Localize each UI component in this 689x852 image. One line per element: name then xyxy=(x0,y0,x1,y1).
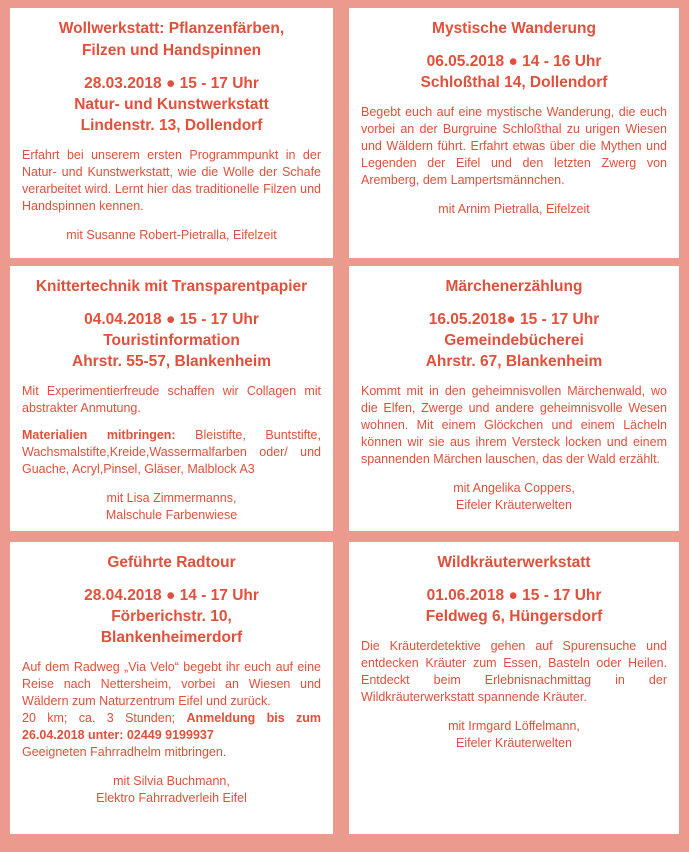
event-host xyxy=(361,718,667,752)
event-host-line: Eifeler Kräuterwelten xyxy=(455,736,573,750)
event-host xyxy=(22,773,321,807)
event-host-line: mit Irmgard Löffelmann, xyxy=(448,719,580,733)
event-title-line: Geführte Radtour xyxy=(107,554,236,571)
event-date: 28.04.2018 ● 14 - 17 Uhr xyxy=(84,587,259,604)
event-host-line: mit Angelika Coppers, xyxy=(453,481,575,495)
event-date-location xyxy=(22,73,321,136)
event-card-maerchenerzaehlung xyxy=(349,266,679,531)
event-venue: Gemeindebücherei xyxy=(444,332,584,349)
event-description: Die Kräuterdetektive gehen auf Spurensuche und entdecken Kräuter zum Essen, Basteln oder Heilen. Entdeckt beim Erlebnisnachmittag in der Wildkräuterwerkstatt spannende Kräuter. xyxy=(361,639,667,704)
event-title xyxy=(361,552,667,574)
event-title xyxy=(361,276,667,298)
event-host xyxy=(361,201,667,218)
event-host xyxy=(22,490,321,524)
event-date-location xyxy=(361,51,667,93)
event-date-location xyxy=(22,309,321,372)
event-host-line: Elektro Fahrradverleih Eifel xyxy=(96,791,247,805)
event-card-mystische-wanderung xyxy=(349,8,679,258)
event-venue: Touristinformation xyxy=(103,332,240,349)
event-card-radtour xyxy=(10,542,333,834)
event-host-line: Eifeler Kräuterwelten xyxy=(455,498,573,512)
event-description: Erfahrt bei unserem ersten Programmpunkt in der Natur- und Kunstwerkstatt, wie die Wolle der Schafe verarbeitet wird. Lernt hier das traditionelle Filzen und Handspinnen kennen. xyxy=(22,148,321,213)
event-title-line: Wildkräuterwerkstatt xyxy=(437,554,591,571)
materials-label: Materialien mitbringen: xyxy=(22,428,176,442)
event-date-location xyxy=(22,585,321,648)
event-title xyxy=(22,276,321,298)
event-title-line: Filzen und Handspinnen xyxy=(81,42,262,59)
event-description-text: Auf dem Radweg „Via Velo“ begebt ihr euch auf eine Reise nach Nettersheim, vorbei an Wiesen und Wäldern zum Naturzentrum Eifel und zurück. xyxy=(22,660,321,708)
event-date: 06.05.2018 ● 14 - 16 Uhr xyxy=(426,53,602,70)
event-title xyxy=(361,18,667,40)
event-address: Ahrstr. 67, Blankenheim xyxy=(425,353,603,370)
event-card-wildkraeuterwerkstatt xyxy=(349,542,679,834)
event-host xyxy=(361,480,667,514)
tour-details: 20 km; ca. 3 Stunden; xyxy=(22,711,187,725)
event-address: Ahrstr. 55-57, Blankenheim xyxy=(72,353,271,370)
event-title xyxy=(22,552,321,574)
event-materials xyxy=(22,427,321,478)
event-host-line: mit Lisa Zimmermanns, xyxy=(106,491,237,505)
event-host-line: mit Arnim Pietralla, Eifelzeit xyxy=(438,202,590,216)
event-description: Kommt mit in den geheimnisvollen Märchenwald, wo die Elfen, Zwerge und andere geheimnisvolle Wesen wohnen. Mit einem Glöckchen und einem Lächeln können wir sie aus ihrem Versteck locken und einem spannenden Märchen lauschen, das der Wald erzählt. xyxy=(361,384,667,466)
event-card-wollwerkstatt xyxy=(10,8,333,258)
event-address: Schloßthal 14, Dollendorf xyxy=(420,74,608,91)
event-host-line: mit Silvia Buchmann, xyxy=(113,774,230,788)
event-host-line: Malschule Farbenwiese xyxy=(105,508,238,522)
event-venue: Natur- und Kunstwerkstatt xyxy=(74,96,269,113)
event-address: Lindenstr. 13, Dollendorf xyxy=(80,117,263,134)
event-date: 04.04.2018 ● 15 - 17 Uhr xyxy=(84,311,259,328)
equipment-note: Geeigneten Fahrradhelm mitbringen. xyxy=(22,745,227,759)
event-date: 16.05.2018● 15 - 17 Uhr xyxy=(428,311,600,328)
event-date: 01.06.2018 ● 15 - 17 Uhr xyxy=(426,587,602,604)
event-town: Blankenheimerdorf xyxy=(100,629,243,646)
event-title-line: Mystische Wanderung xyxy=(432,20,596,37)
event-description xyxy=(22,659,321,761)
event-host xyxy=(22,227,321,244)
registration-note: Anmeldung bis zum 26.04.2018 unter: 02449 9199937 xyxy=(22,711,321,742)
event-card-knittertechnik xyxy=(10,266,333,531)
event-title-line: Knittertechnik mit Transparentpapier xyxy=(35,278,308,295)
event-description: Mit Experimentierfreude schaffen wir Collagen mit abstrakter Anmutung. xyxy=(22,384,321,415)
event-title xyxy=(22,18,321,62)
event-address: Förberichstr. 10, xyxy=(111,608,232,625)
event-address: Feldweg 6, Hüngersdorf xyxy=(425,608,603,625)
event-title-line: Märchenerzählung xyxy=(445,278,583,295)
event-date-location xyxy=(361,585,667,627)
event-date: 28.03.2018 ● 15 - 17 Uhr xyxy=(84,75,259,92)
event-description: Begebt euch auf eine mystische Wanderung, die euch vorbei an der Burgruine Schloßthal zu urigen Wiesen und Wäldern führt. Erfahrt etwas über die Mythen und Legenden der Eifel und den letzten Zwerg von Aremberg, dem Lampertsmännchen. xyxy=(361,105,667,187)
event-host-line: mit Susanne Robert-Pietralla, Eifelzeit xyxy=(66,228,277,242)
materials-text: Bleistifte, Buntstifte, Wachsmalstifte,Kreide,Wassermalfarben oder/ und Guache, Acryl,Pinsel, Gläser, Malblock A3 xyxy=(22,428,321,476)
event-date-location xyxy=(361,309,667,372)
event-title-line: Wollwerkstatt: Pflanzenfärben, xyxy=(58,20,285,37)
